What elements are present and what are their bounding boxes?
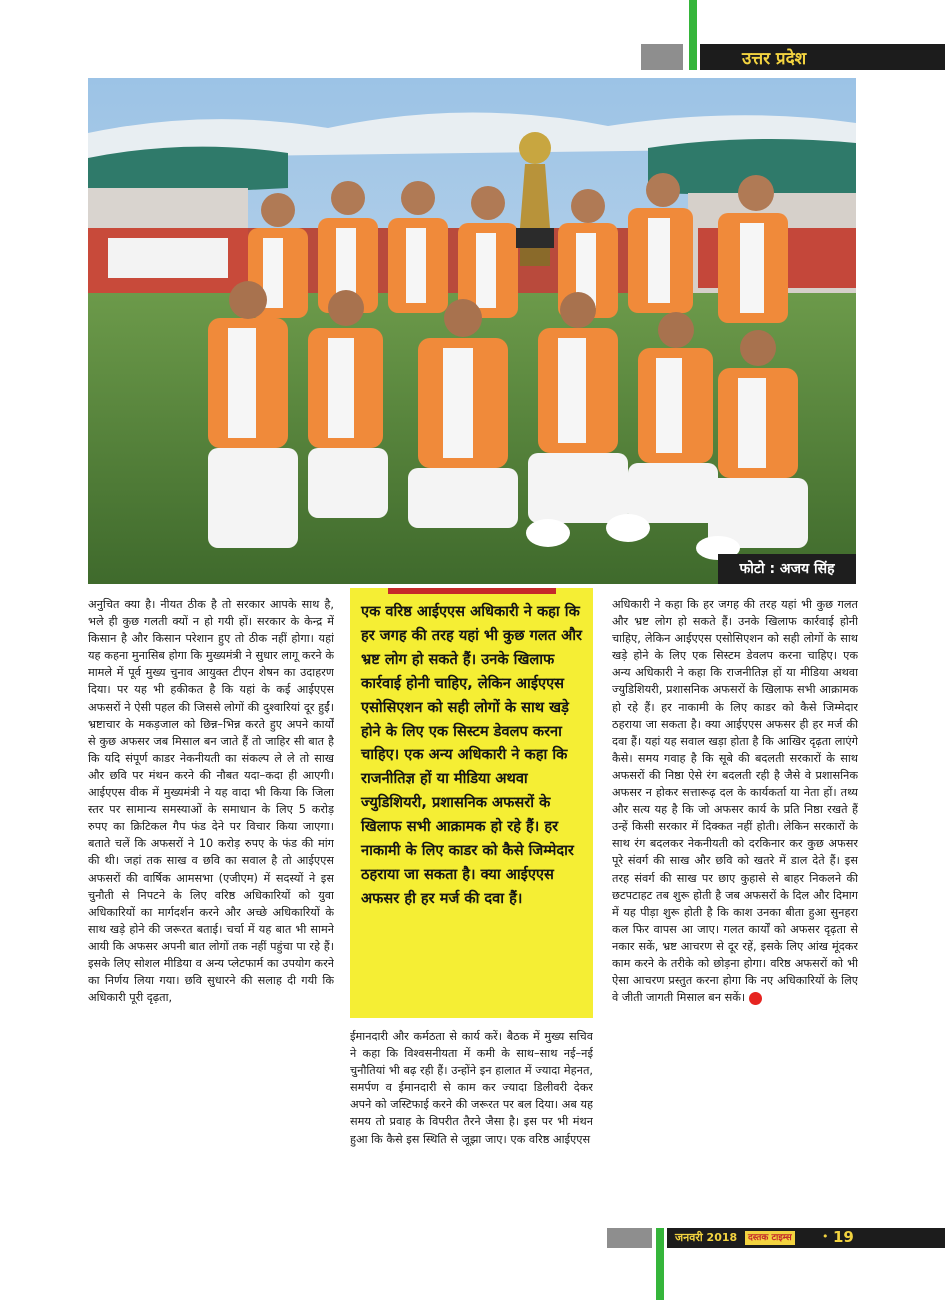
page-number: 19 <box>833 1228 854 1246</box>
page-footer <box>667 1228 945 1248</box>
article-column-middle <box>350 1028 593 1208</box>
section-header <box>700 44 945 70</box>
header-green-stripe <box>689 0 697 70</box>
article-text-right: अधिकारी ने कहा कि हर जगह की तरह यहां भी कुछ गलत और भ्रष्ट लोग हो सकते हैं। उनके खिलाफ कार्रवाई होनी चाहिए, लेकिन आईएएस एसोसिएशन को सही लोगों के साथ खड़े होने के लिए एक सिस्टम डेवलप करना चाहिए। एक अन्य अधिकारी ने कहा कि राजनीतिज्ञ हों या मीडिया अथवा ज्युडिशियरी, प्रशासनिक अफसरों के खिलाफ सभी आक्रामक हो रहे हैं। हर नाकामी के लिए काडर को कैसे जिम्मेदार ठहराया जा सकता है। क्या आईएएस अफसर ही हर मर्ज की दवा हैं। यहां यह सवाल खड़ा होता है कि आखिर दृढ़ता लाएंगे कैसे। समय गवाह है कि सूबे की बदलती सरकारों के साथ अफसरों की निष्ठा ऐसे रंग बदलती रही है जैसे वे प्रशासनिक अफसर न होकर सत्तारूढ़ दल के कार्यकर्ता या नेता हों। तथ्य और सत्य यह है कि जो अफसर कार्य के प्रति निष्ठा रखते हैं उन्हें किसी सरकार में दिक्कत नहीं होती। लेकिन सरकारों के साथ रंग बदलकर नेकनीयती को दरकिनार कर कुछ अफसर पूरे संवर्ग की साख और छवि को खतरे में डाल देते हैं। इस तरह संवर्ग की साख पर छाए कुहासे से बाहर निकलने की छटपटाहट तब शुरू होती है जब अफसरों के दिल और दिमाग में यह पीड़ा शुरू होती है कि काश उनका बीता हुआ सुनहरा कल फिर वापस आ जाए। गलत कार्यों को अफसर दृढ़ता से नकार सकें, भ्रष्ट आचरण से दूर रहें, इसके लिए आंख मूंदकर काम करने के तरीके को छोड़ना होगा। वरिष्ठ अफसरों को भी ऐसा आचरण प्रस्तुत करना होगा कि नए अधिकारियों के लिए वे जीती जागती मिसाल बन सकें। <box>612 598 858 1005</box>
issue-date: जनवरी 2018 <box>675 1231 738 1244</box>
header-grey-block <box>641 44 683 70</box>
pull-quote-accent-bar <box>388 588 556 594</box>
team-photo <box>88 78 856 584</box>
footer-green-stripe <box>656 1228 664 1300</box>
article-column-right <box>612 596 858 1208</box>
footer-grey-block <box>607 1228 652 1248</box>
team-photo-illustration <box>88 78 856 584</box>
article-text-middle: ईमानदारी और कर्मठता से कार्य करें। बैठक में मुख्य सचिव ने कहा कि विश्वसनीयता में कमी के साथ–साथ नई–नई चुनौतियां भी बढ़ रही हैं। उन्होंने इन हालात में ज्यादा मेहनत, समर्पण व ईमानदारी से काम कर ज्यादा डिलीवरी देकर अपने को जस्टिफाई करने की जरूरत पर बल दिया। अब यह समय तो प्रवाह के विपरीत तैरने जैसा है। इस पर भी मंथन हुआ कि कैसे इस स्थिति से जूझा जाए। एक वरिष्ठ आईएएस <box>350 1030 593 1146</box>
magazine-logo: दस्तक टाइम्स <box>745 1231 795 1245</box>
pull-quote <box>350 588 593 1018</box>
article-text-left: अनुचित क्या है। नीयत ठीक है तो सरकार आपके साथ है, भले ही कुछ गलती क्यों न हो गयी हों। सरकार के केन्द्र में किसान है और किसान परेशान हुए तो ठीक नहीं होगा। यहां यह कहना मुनासिब होगा कि मुख्यमंत्री ने सुधार लागू करने के मामले में पूर्व मुख्य चुनाव आयुक्त टीएन शेषन का उदाहरण दिया। पर यह भी हकीकत है कि यहां के कई आईएएस अफसरों ने ऐसी पहल की जिससे लोगों की दुश्वारियां दूर हुईं। भ्रष्टाचार के मकड़जाल को छिन्न–भिन्न करते हुए अपने कार्यों से कुछ अफसर जब मिसाल बन जाते हैं तो जाहिर सी बात है कि यदि संपूर्ण काडर नेकनीयती का संकल्प ले ले तो साख और छवि पर मंथन करने की नौबत यदा–कदा ही आएगी। आईएएस वीक में मुख्यमंत्री ने यह वादा भी किया कि जिला स्तर पर सामान्य समस्याओं के समाधान के लिए 5 करोड़ रुपए का क्रिटिकल गैप फंड देने पर विचार किया जाएगा। बताते चलें कि अफसरों ने 10 करोड़ रुपए के फंड की मांग की थी। जहां तक साख व छवि का सवाल है तो आईएएस अफसरों की वार्षिक आमसभा (एजीएम) में सदस्यों ने इस चुनौती से निपटने के लिए वरिष्ठ अधिकारियों को युवा अधिकारियों का मार्गदर्शन करने और अच्छे अधिकारियों के साथ खड़े होने की जरूरत बताई। चर्चा में यह बात भी सामने आयी कि अफसर अपनी बात लोगों तक नहीं पहुंचा पा रहे हैं। इसके लिए सोशल मीडिया व अन्य प्लेटफार्म का उपयोग करने का निर्णय लिया गया। छवि सुधारने की सलाह दी गयी कि अधिकारी पूरी दृढ़ता, <box>88 598 334 1005</box>
photo-credit: फोटो : अजय सिंह <box>718 554 856 584</box>
footer-bullet: • <box>822 1230 829 1243</box>
section-title: उत्तर प्रदेश <box>742 49 807 69</box>
article-column-left <box>88 596 334 1208</box>
pull-quote-text: एक वरिष्ठ आईएएस अधिकारी ने कहा कि हर जगह की तरह यहां भी कुछ गलत और भ्रष्ट लोग हो सकते हैं। उनके खिलाफ कार्रवाई होनी चाहिए, लेकिन आईएएस एसोसिएशन को सही लोगों के साथ खड़े होने के लिए एक सिस्टम डेवलप करना चाहिए। एक अन्य अधिकारी ने कहा कि राजनीतिज्ञ हों या मीडिया अथवा ज्युडिशियरी, प्रशासनिक अफसरों के खिलाफ सभी आक्रामक हो रहे हैं। हर नाकामी के लिए काडर को कैसे जिम्मेदार ठहराया जा सकता है। क्या आईएएस अफसर ही हर मर्ज की दवा हैं। <box>361 603 582 907</box>
end-mark-icon <box>749 992 762 1005</box>
